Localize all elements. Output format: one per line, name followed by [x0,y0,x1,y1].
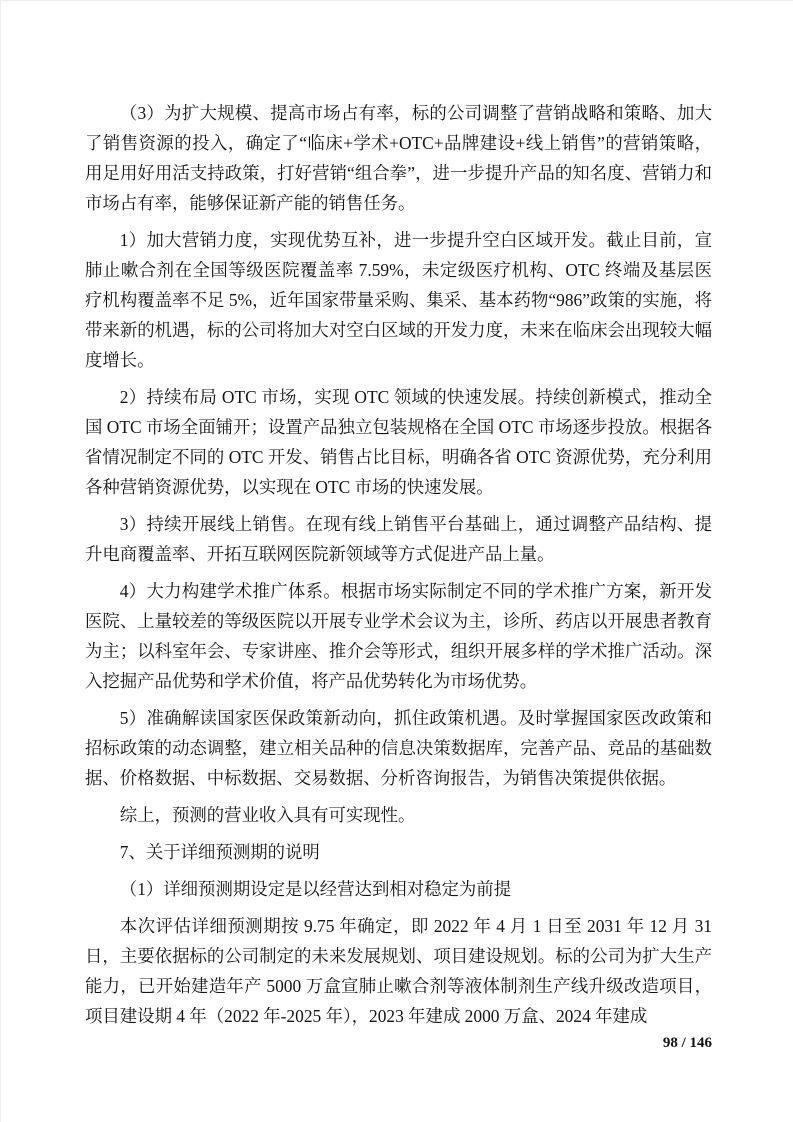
section-heading-forecast-period: 7、关于详细预测期的说明 [119,842,320,862]
paragraph-item-5-policy: 5）准确解读国家医保政策新动向，抓住政策机遇。及时掌握国家医改政策和招标政策的动态调整，建立相关品种的信息决策数据库，完善产品、竞品的基础数据、价格数据、中标数据、交易数据、分析咨询报告，为销售决策提供依据。 [85,708,712,788]
subsection-heading-forecast-premise: （1）详细预测期设定是以经营达到相对稳定为前提 [119,879,512,899]
paragraph-item-3-online-sales: 3）持续开展线上销售。在现有线上销售平台基础上，通过调整产品结构、提升电商覆盖率、开拓互联网医院新领域等方式促进产品上量。 [85,514,712,564]
paragraph-marketing-strategy: （3）为扩大规模、提高市场占有率，标的公司调整了营销战略和策略、加大了销售资源的投入，确定了“临床+学术+OTC+品牌建设+线上销售”的营销策略，用足用好用活支持政策，打好营销“组合拳”，进一步提升产品的知名度、营销力和市场占有率，能够保证新产能的销售任务。 [85,103,712,213]
page-number: 98 / 146 [662,1035,712,1051]
paragraph-forecast-period-detail: 本次评估详细预测期按 9.75 年确定，即 2022 年 4 月 1 日至 2031 年 12 月 31 日，主要依据标的公司制定的未来发展规划、项目建设规划。标的公司为扩大生产能力，已开始建造年产 5000 万盒宣肺止嗽合剂等液体制剂生产线升级改造项目，项目建设期 4 年（2022 年-2025 年），2023 年建成 2000 万盒、2024 年建成 [85,916,712,1026]
paragraph-item-2-otc: 2）持续布局 OTC 市场，实现 OTC 领域的快速发展。持续创新模式，推动全国 OTC 市场全面铺开；设置产品独立包装规格在全国 OTC 市场逐步投放。根据各省情况制定不同的 OTC 开发、销售占比目标，明确各省 OTC 资源优势，充分利用各种营销资源优势，以实现在 OTC 市场的快速发展。 [85,387,712,497]
paragraph-conclusion: 综上，预测的营业收入具有可实现性。 [119,805,416,825]
paragraph-item-4-academic-promotion: 4）大力构建学术推广体系。根据市场实际制定不同的学术推广方案，新开发医院、上量较差的等级医院以开展专业学术会议为主，诊所、药店以开展患者教育为主；以科室年会、专家讲座、推介会等形式，组织开展多样的学术推广活动。深入挖掘产品优势和学术价值，将产品优势转化为市场优势。 [85,581,712,691]
paragraph-item-1-coverage: 1）加大营销力度，实现优势互补，进一步提升空白区域开发。截止目前，宣肺止嗽合剂在全国等级医院覆盖率 7.59%，未定级医疗机构、OTC 终端及基层医疗机构覆盖率不足 5%，近年国家带量采购、集采、基本药物“986”政策的实施，将带来新的机遇，标的公司将加大对空白区域的开发力度，未来在临床会出现较大幅度增长。 [85,230,712,370]
